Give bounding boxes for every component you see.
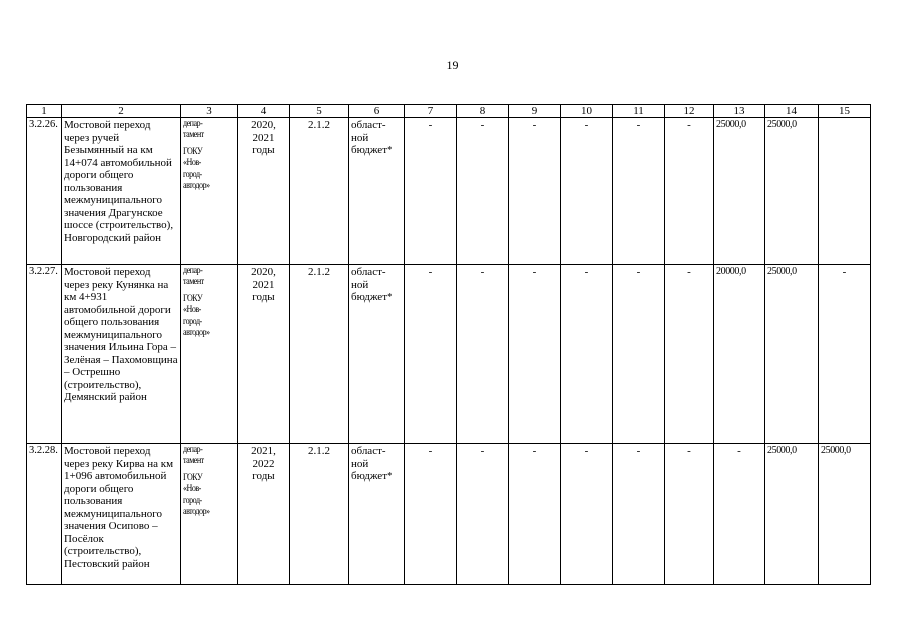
header-cell: 11 (613, 105, 665, 118)
source-line: област- (351, 266, 386, 278)
executor-line: город- (183, 495, 202, 506)
header-row (27, 105, 871, 118)
executor-line: депар- (183, 266, 203, 276)
item-number: 3.2.28. (27, 444, 62, 585)
years-line: годы (252, 470, 275, 483)
header-cell: 9 (509, 105, 561, 118)
target-indicator: 2.1.2 (290, 118, 349, 265)
header-cell: 1 (27, 105, 62, 118)
table-row (27, 118, 871, 265)
value-cell: 25000,0 (819, 444, 871, 585)
item-name: Мостовой переход через реку Кунянка на км 4+931 автомобильной дороги общего пользования межмуниципального значения Ильина Гора – Зелёная – Пахомовщина – Острешно (строительство), Демянский район (62, 265, 181, 444)
source-line: ной (351, 131, 369, 144)
executor-line: депар- (183, 445, 203, 455)
source-line: област- (351, 445, 386, 457)
value-cell: - (819, 265, 871, 444)
source-line: бюджет* (351, 470, 393, 483)
target-indicator: 2.1.2 (290, 444, 349, 585)
header-cell: 15 (819, 105, 871, 118)
value-cell: - (509, 265, 561, 444)
target-indicator: 2.1.2 (290, 265, 349, 444)
value-cell: - (613, 444, 665, 585)
executor-line: тамент (183, 456, 204, 467)
value-cell: - (613, 118, 665, 265)
executor-cell (181, 444, 238, 585)
source-line: ной (351, 457, 369, 470)
executor-cell (181, 118, 238, 265)
value-cell (819, 118, 871, 265)
header-cell: 8 (457, 105, 509, 118)
value-cell: - (561, 444, 613, 585)
value-cell: - (405, 118, 457, 265)
years-cell (238, 444, 290, 585)
value-cell: - (561, 118, 613, 265)
years-line: 2021 (252, 131, 275, 144)
value-cell: - (561, 265, 613, 444)
executor-line: «Нов- (183, 158, 201, 169)
value-cell: - (613, 265, 665, 444)
value-cell: - (405, 444, 457, 585)
header-cell: 6 (349, 105, 405, 118)
value-cell: - (405, 265, 457, 444)
header-cell: 7 (405, 105, 457, 118)
years-line: годы (252, 144, 275, 157)
header-cell: 2 (62, 105, 181, 118)
executor-line: город- (183, 316, 202, 327)
years-cell (238, 118, 290, 265)
measures-table (26, 104, 871, 585)
item-name: Мостовой переход через ручей Безымянный на км 14+074 автомобильной дороги общего пользования межмуниципального значения Драгунское шоссе (строительство), Новгородский район (62, 118, 181, 265)
value-cell: - (665, 444, 714, 585)
value-cell: 25000,0 (765, 265, 819, 444)
executor-line: автодор» (183, 327, 210, 338)
executor-line: ГОКУ (183, 293, 203, 304)
page-number: 19 (446, 58, 459, 72)
header-cell: 4 (238, 105, 290, 118)
funding-source (349, 444, 405, 585)
value-cell: - (457, 118, 509, 265)
executor-line: тамент (183, 277, 204, 288)
item-number: 3.2.26. (27, 118, 62, 265)
value-cell: - (457, 265, 509, 444)
executor-line: ГОКУ (183, 472, 203, 483)
header-cell: 14 (765, 105, 819, 118)
executor-line: ГОКУ (183, 146, 203, 157)
executor-line: автодор» (183, 180, 210, 191)
header-cell: 12 (665, 105, 714, 118)
years-line: годы (252, 291, 275, 304)
funding-source (349, 118, 405, 265)
value-cell: - (665, 118, 714, 265)
value-cell: - (509, 118, 561, 265)
value-cell: 25000,0 (765, 444, 819, 585)
years-line: 2021, (251, 445, 276, 457)
source-line: бюджет* (351, 144, 393, 157)
executor-line: город- (183, 169, 202, 180)
years-cell (238, 265, 290, 444)
years-line: 2020, (251, 266, 276, 278)
header-cell: 13 (714, 105, 765, 118)
years-line: 2020, (251, 119, 276, 131)
header-cell: 10 (561, 105, 613, 118)
header-cell: 3 (181, 105, 238, 118)
value-cell: 20000,0 (714, 265, 765, 444)
table-row (27, 444, 871, 585)
executor-line: «Нов- (183, 484, 201, 495)
executor-line: тамент (183, 130, 204, 141)
executor-line: автодор» (183, 506, 210, 517)
years-line: 2022 (252, 457, 275, 470)
value-cell: - (714, 444, 765, 585)
value-cell: - (509, 444, 561, 585)
executor-cell (181, 265, 238, 444)
item-number: 3.2.27. (27, 265, 62, 444)
source-line: бюджет* (351, 291, 393, 304)
value-cell: - (457, 444, 509, 585)
years-line: 2021 (252, 278, 275, 291)
value-cell: 25000,0 (765, 118, 819, 265)
funding-source (349, 265, 405, 444)
item-name: Мостовой переход через реку Кирва на км 1+096 автомобильной дороги общего пользования межмуниципального значения Осипово – Посёлок (строительство), Пестовский район (62, 444, 181, 585)
executor-line: «Нов- (183, 305, 201, 316)
executor-line: депар- (183, 119, 203, 129)
source-line: ной (351, 278, 369, 291)
source-line: област- (351, 119, 386, 131)
table-row (27, 265, 871, 444)
header-cell: 5 (290, 105, 349, 118)
value-cell: 25000,0 (714, 118, 765, 265)
value-cell: - (665, 265, 714, 444)
